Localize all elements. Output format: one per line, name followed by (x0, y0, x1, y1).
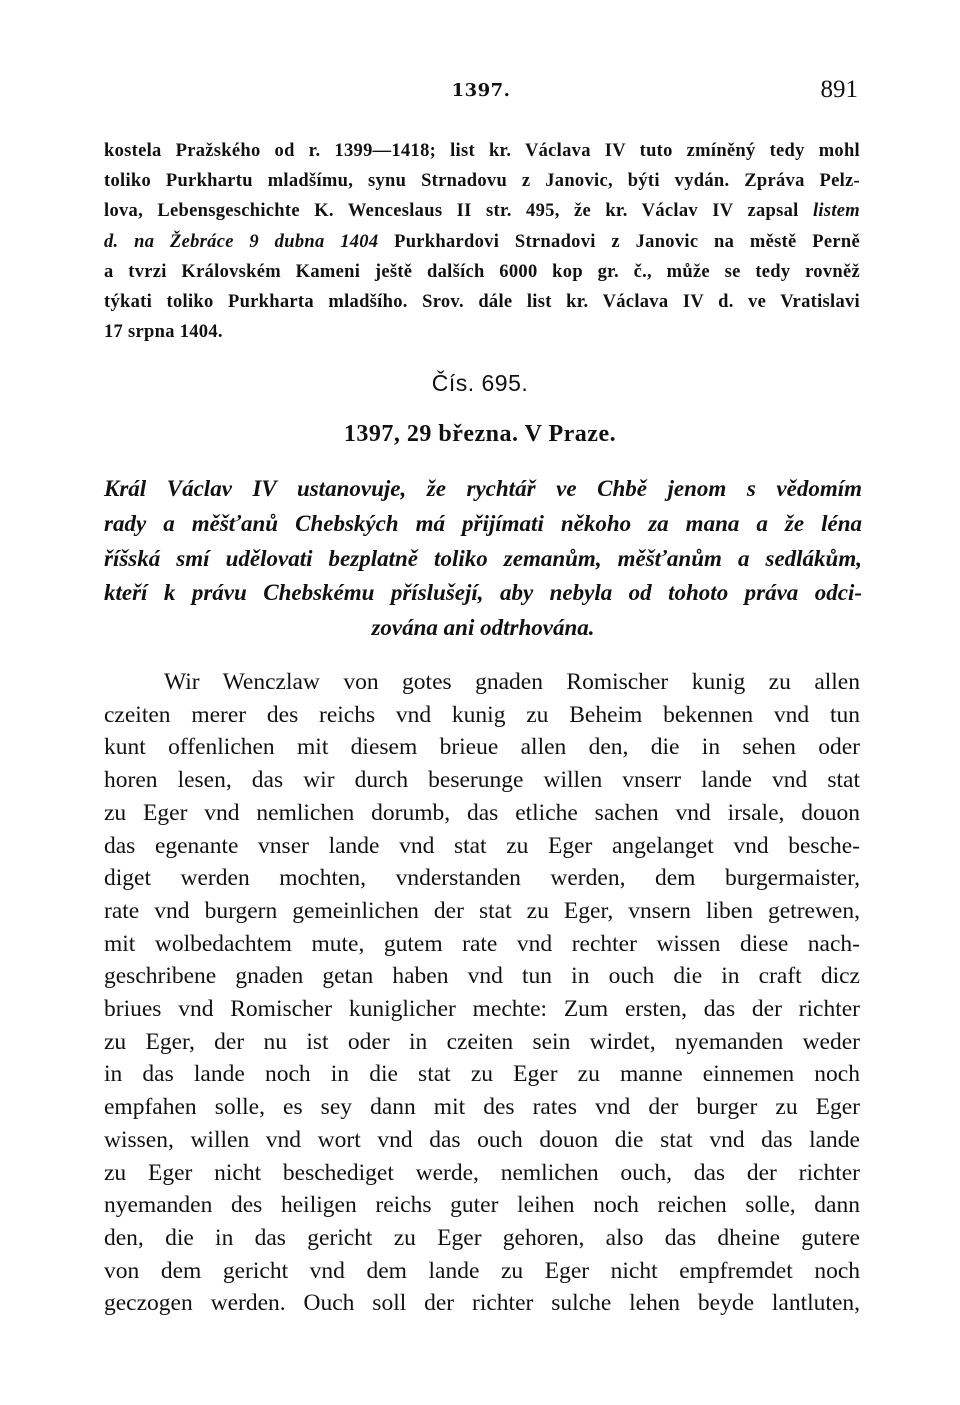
charter-line: zu Eger vnd nemlichen dorumb, das etliche sachen vnd irsale, douon (104, 799, 860, 826)
charter-line: wissen, willen vnd wort vnd das ouch douon die stat vnd das lande (104, 1126, 860, 1153)
footnote-line: lova, Lebensgeschichte K. Wenceslaus II str. 495, že kr. Václav IV zapsal listem (104, 201, 860, 222)
charter-line: Wir Wenczlaw von gotes gnaden Romischer kunig zu allen (164, 669, 860, 695)
charter-line: in das lande noch in die stat zu Eger zu manne einnemen noch (104, 1061, 860, 1088)
document-number: Čís. 695. (431, 370, 529, 396)
abstract-line: rady a měšťanů Chebských má přijímati někoho za mana a že léna (104, 510, 862, 536)
document-abstract (104, 472, 862, 646)
footnote-line: 17 srpna 1404. (104, 322, 223, 343)
footnote-line: toliko Purkhartu mladšímu, synu Strnadovu z Janovic, býti vydán. Zpráva Pelz- (104, 171, 860, 192)
footnote-line: a tvrzi Královském Kameni ještě dalších 6000 kop gr. č., může se tedy rovněž (104, 261, 860, 282)
charter-line: zu Eger nicht beschediget werde, nemlichen ouch, das der richter (104, 1159, 860, 1186)
charter-line: diget werden mochten, vnderstanden werden, dem burgermaister, (104, 865, 860, 892)
abstract-line: říšská smí udělovati bezplatně toliko zemanům, měšťanům a sedlákům, (104, 545, 862, 571)
charter-line: empfahen solle, es sey dann mit des rates vnd der burger zu Eger (104, 1094, 860, 1121)
charter-line: nyemanden des heiligen reichs guter leihen noch reichen solle, dann (104, 1192, 860, 1219)
footnote-line: týkati toliko Purkharta mladšího. Srov. dále list kr. Václava IV d. ve Vratislavi (104, 292, 860, 313)
charter-line: von dem gericht vnd dem lande zu Eger nicht empfremdet noch (104, 1257, 860, 1284)
charter-line: horen lesen, das wir durch beserunge willen vnserr lande vnd stat (104, 767, 860, 794)
footnote-line: d. na Žebráce 9 dubna 1404 Purkhardovi Strnadovi z Janovic na městě Perně (104, 231, 860, 252)
charter-line: czeiten merer des reichs vnd kunig zu Beheim bekennen vnd tun (104, 701, 860, 728)
charter-line: mit wolbedachtem mute, gutem rate vnd rechter wissen diese nach- (104, 930, 860, 957)
footnote-italic-reference: d. na Žebráce 9 dubna 1404 (104, 231, 379, 252)
page-header (104, 76, 858, 106)
abstract-line: Král Václav IV ustanovuje, že rychtář ve Chbě jenom s vědomím (104, 476, 862, 501)
footnote-italic-reference: listem (812, 201, 860, 222)
charter-line: geschribene gnaden getan haben vnd tun in ouch die in craft dicz (104, 963, 860, 990)
document-date-place: 1397, 29 března. V Praze. (343, 421, 617, 447)
footnote-paragraph (104, 136, 860, 347)
charter-line: das egenante vnser lande vnd stat zu Eger angelanget vnd besche- (104, 832, 860, 859)
abstract-line: zována ani odtrhována. (371, 615, 595, 641)
charter-line: zu Eger, der nu ist oder in czeiten sein wirdet, nyemanden weder (104, 1028, 860, 1055)
running-head-year: 1397. (451, 80, 511, 101)
footnote-line: kostela Pražského od r. 1399—1418; list kr. Václava IV tuto zmíněný tedy mohl (104, 141, 860, 161)
charter-line: kunt offenlichen mit diesem brieue allen den, die in sehen oder (104, 734, 860, 761)
charter-text (104, 666, 860, 1320)
abstract-line: kteří k právu Chebskému příslušejí, aby nebyla od tohoto práva odci- (104, 580, 862, 606)
charter-line: rate vnd burgern gemeinlichen der stat zu Eger, vnsern liben getrewen, (104, 897, 860, 924)
page-number: 891 (820, 76, 858, 103)
charter-line: geczogen werden. Ouch soll der richter sulche lehen beyde lantluten, (104, 1290, 860, 1317)
charter-line: den, die in das gericht zu Eger gehoren, also das dheine gutere (104, 1224, 860, 1251)
charter-line: briues vnd Romischer kuniglicher mechte: Zum ersten, das der richter (104, 996, 860, 1023)
